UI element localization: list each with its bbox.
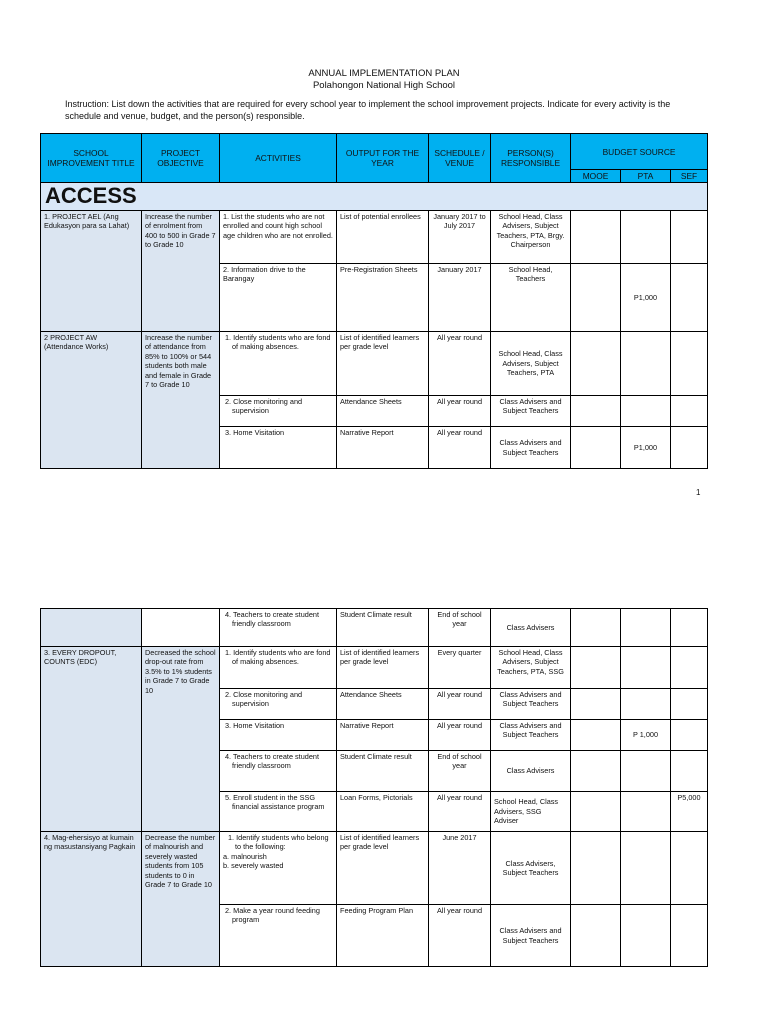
col-header-persons: PERSON(S) RESPONSIBLE [491,134,571,183]
output-cell: Student Climate result [337,751,429,792]
activity-cell: 2. Make a year round feeding program [220,905,337,967]
schedule-cell: January 2017 to July 2017 [429,211,491,264]
table-row [41,211,708,264]
col-header-sef: SEF [671,170,708,183]
persons-cell: Class Advisers, Subject Teachers [491,832,571,905]
schedule-cell: January 2017 [429,264,491,332]
schedule-cell: June 2017 [429,832,491,905]
activity-cell: 1. Identify students who are fond of making absences. [220,647,337,689]
output-cell: Narrative Report [337,427,429,469]
table-row [41,609,708,647]
instruction-text: Instruction: List down the activities that are required for every school year to implement the school improvement projects. Indicate for every activity is the schedule and venue, budget, and the person(s) responsible. [65,99,671,121]
project-objective: Decreased the school drop-out rate from 3.5% to 1% students in Grade 7 to Grade 10 [142,647,220,832]
activity-cell: 2. Close monitoring and supervision [220,396,337,427]
persons-cell: School Head, Class Advisers, Subject Teachers, PTA, Brgy. Chairperson [491,211,571,264]
project-objective: Increase the number of enrolment from 400 to 500 in Grade 7 to Grade 10 [142,211,220,332]
output-cell: Feeding Program Plan [337,905,429,967]
section-title: ACCESS [41,183,708,211]
schedule-cell: All year round [429,332,491,396]
plan-table-page2 [40,608,708,967]
activity-subitem: b. severely wasted [223,861,284,871]
pta-cell: P1,000 [621,427,671,469]
output-cell: Loan Forms, Pictorials [337,792,429,832]
schedule-cell: End of school year [429,609,491,647]
project-objective: Increase the number of attendance from 85% to 100% or 544 students both male and female in Grade 7 to Grade 10 [142,332,220,469]
activity-cell: 3. Home Visitation [220,427,337,469]
schedule-cell: All year round [429,720,491,751]
pta-cell: P1,000 [621,264,671,332]
persons-cell: Class Advisers [491,751,571,792]
col-header-schedule: SCHEDULE / VENUE [429,134,491,183]
schedule-cell: All year round [429,396,491,427]
output-cell: List of identified learners per grade level [337,332,429,396]
output-cell: Attendance Sheets [337,396,429,427]
activity-cell: 1. Identify students who are fond of making absences. [220,332,337,396]
activity-subitem: a. malnourish [223,851,267,861]
mooe-cell: P 1,000 [621,720,671,751]
persons-cell: School Head, Class Advisers, Subject Teachers, PTA [491,332,571,396]
output-cell: List of potential enrollees [337,211,429,264]
persons-cell: Class Advisers and Subject Teachers [491,905,571,967]
persons-cell: School Head, Class Advisers, SSG Adviser [491,792,571,832]
activity-cell [220,832,337,905]
col-header-activities: ACTIVITIES [220,134,337,183]
col-header-title: SCHOOL IMPROVEMENT TITLE [41,134,142,183]
project-title: 4. Mag-ehersisyo at kumain ng masustansiyang Pagkain [41,832,142,967]
col-header-mooe: MOOE [571,170,621,183]
col-header-budget: BUDGET SOURCE [571,134,708,170]
persons-cell: Class Advisers and Subject Teachers [491,427,571,469]
activity-cell: 1. List the students who are not enrolled and count high school age children who are not enrolled. [220,211,337,264]
schedule-cell: End of school year [429,751,491,792]
table-row [41,332,708,396]
plan-table-page1 [40,133,708,469]
project-title: 2 PROJECT AW (Attendance Works) [41,332,142,469]
project-title: 1. PROJECT AEL (Ang Edukasyon para sa Lahat) [41,211,142,332]
schedule-cell: All year round [429,689,491,720]
activity-cell: 2. Information drive to the Barangay [220,264,337,332]
output-cell: List of identified learners per grade level [337,832,429,905]
project-objective: Decrease the number of malnourish and severely wasted students from 105 students to 0 in Grade 7 to Grade 10 [142,832,220,967]
output-cell: List of identified learners per grade level [337,647,429,689]
school-name: Polahongon National High School [312,80,456,91]
schedule-cell: Every quarter [429,647,491,689]
document-title: ANNUAL IMPLEMENTATION PLAN [308,68,460,79]
col-header-objective: PROJECT OBJECTIVE [142,134,220,183]
schedule-cell: All year round [429,427,491,469]
output-cell: Student Climate result [337,609,429,647]
persons-cell: Class Advisers [491,609,571,647]
activity-item: 1. Identify students who belong to the following: [228,833,329,852]
output-cell: Narrative Report [337,720,429,751]
persons-cell: School Head, Class Advisers, Subject Teachers, PTA, SSG [491,647,571,689]
persons-cell: School Head, Teachers [491,264,571,332]
page-number: 1 [696,488,701,497]
activity-cell: 3. Home Visitation [220,720,337,751]
activity-cell: 2. Close monitoring and supervision [220,689,337,720]
project-title: 3. EVERY DROPOUT, COUNTS (EDC) [41,647,142,832]
output-cell: Pre-Registration Sheets [337,264,429,332]
schedule-cell: All year round [429,905,491,967]
col-header-pta: PTA [621,170,671,183]
schedule-cell: All year round [429,792,491,832]
persons-cell: Class Advisers and Subject Teachers [491,689,571,720]
table-row [41,647,708,689]
pta-cell: P5,000 [671,792,708,832]
table-row [41,832,708,905]
col-header-output: OUTPUT FOR THE YEAR [337,134,429,183]
persons-cell: Class Advisers and Subject Teachers [491,720,571,751]
output-cell: Attendance Sheets [337,689,429,720]
activity-cell: 4. Teachers to create student friendly classroom [220,751,337,792]
persons-cell: Class Advisers and Subject Teachers [491,396,571,427]
activity-cell: 5. Enroll student in the SSG financial assistance program [220,792,337,832]
activity-cell: 4. Teachers to create student friendly classroom [220,609,337,647]
